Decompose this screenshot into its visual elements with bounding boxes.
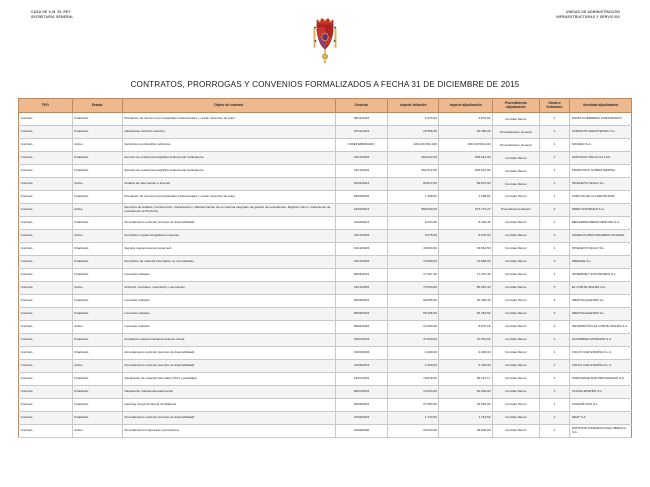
cell-licitacion: 20.356,25 <box>388 126 439 139</box>
table-row <box>19 126 632 139</box>
cell-duracion: 31/12/2015 <box>335 243 387 256</box>
cell-identidad: MERCEDES-BENZ RENTING S.A. <box>570 217 632 230</box>
cell-procedimiento: Contrato Menor <box>493 230 540 243</box>
cell-licitadores: 1 <box>539 411 570 424</box>
table-row <box>19 320 632 333</box>
cell-identidad: CANAPÉ PRO S.L. <box>570 398 632 411</box>
cell-identidad: INTERPRET SOFTWORKS S.L. <box>570 269 632 282</box>
table-row <box>19 398 632 411</box>
column-header-procedimiento: Procedimiento adjudicación <box>493 99 540 113</box>
cell-tipo: Contrato <box>19 139 73 152</box>
cell-tipo: Contrato <box>19 256 73 269</box>
cell-estado: Finalizado <box>72 269 122 282</box>
cell-adjudicacion: 55.051,40 <box>439 281 493 294</box>
cell-licitadores: 1 <box>539 243 570 256</box>
cell-adjudicacion: 1.879,94 <box>439 113 493 126</box>
cell-tipo: Contrato <box>19 346 73 359</box>
cell-licitadores: 1 <box>539 139 570 152</box>
header-right-line2: INFRAESTRUCTURAS Y SERVICIOS <box>556 15 620 20</box>
cell-estado: Activo <box>72 178 122 191</box>
cell-licitacion: 1.743,52 <box>388 411 439 424</box>
cell-objeto: Servicios de Análisis, Construcción, Implantación y Mantenimiento de un sistema integrado de gestión de expedientes, Registro único y tratamiento de expedientes (LITIGA3.0) <box>122 204 335 217</box>
header-left-line2: SECRETARÍA GENERAL <box>31 15 74 20</box>
table-row <box>19 178 632 191</box>
cell-objeto: Análisis de información e Internet <box>122 178 335 191</box>
cell-objeto: Arrendamiento impresoras (renovación) <box>122 424 335 437</box>
cell-duracion: 05/08/2015 <box>335 398 387 411</box>
cell-adjudicacion: 29.554,00 <box>439 398 493 411</box>
table-row <box>19 217 632 230</box>
cell-licitadores: 1 <box>539 398 570 411</box>
cell-tipo: Contrato <box>19 411 73 424</box>
cell-identidad: VOLVO CAR ESPAÑA S.L.U. <box>570 346 632 359</box>
cell-procedimiento: Contrato Menor <box>493 178 540 191</box>
cell-licitadores: 3 <box>539 230 570 243</box>
cell-estado: Activo <box>72 424 122 437</box>
cell-tipo: Contrato <box>19 191 73 204</box>
cell-identidad: EL CORTE INGLÉS S.A. <box>570 281 632 294</box>
column-header-duracion: Duración <box>335 99 387 113</box>
cell-estado: Activo <box>72 204 122 217</box>
cell-duracion: 31/12/2015 <box>335 281 387 294</box>
cell-estado: Activo <box>72 230 122 243</box>
cell-identidad: IDENASE S.L. <box>570 256 632 269</box>
cell-adjudicacion: 1.743,52 <box>439 411 493 424</box>
cell-procedimiento: Contrato Menor <box>493 217 540 230</box>
cell-licitacion: 880.000,00 <box>388 204 439 217</box>
cell-licitacion: 24.390,00 <box>388 320 439 333</box>
cell-adjudicacion: 2.400,00 <box>439 346 493 359</box>
cell-objeto: Suministro copias fotográficas impresas <box>122 230 335 243</box>
cell-identidad: INTELECTA SIGLO S.L. <box>570 178 632 191</box>
cell-objeto: Prestación de servicio post fotografías institucionales y cesión derechos de autor <box>122 113 335 126</box>
column-header-estado: Estado <box>72 99 122 113</box>
cell-adjudicacion: 652.612,00 <box>439 152 493 165</box>
cell-adjudicacion: 8.434,46 <box>439 217 493 230</box>
cell-estado: Finalizado <box>72 126 122 139</box>
cell-duracion: 07/06/2015 <box>335 411 387 424</box>
cell-estado: Activo <box>72 359 122 372</box>
cell-objeto: Arrendamiento vehículo (servicio de disponibilidad) <box>122 217 335 230</box>
cell-identidad: IDEATSA ELENSIS S.L. <box>570 307 632 320</box>
cell-procedimiento: Contrato Menor <box>493 424 540 437</box>
cell-identidad: FRANCISCO GÓMEZ MEDINA <box>570 165 632 178</box>
table-row <box>19 294 632 307</box>
royal-coat-of-arms-icon <box>304 11 346 67</box>
cell-tipo: Contrato <box>19 152 73 165</box>
cell-objeto: Ampliación solución almacenamiento virtual <box>122 333 335 346</box>
cell-licitadores: 3 <box>539 256 570 269</box>
cell-licitadores: 1 <box>539 346 570 359</box>
table-row <box>19 372 632 385</box>
cell-licitadores: 1 <box>539 269 570 282</box>
cell-objeto: Servicio de cobertura fotográfica institucional multisoporte <box>122 165 335 178</box>
cell-estado: Finalizado <box>72 191 122 204</box>
cell-objeto: Vehículo: contratos, suministro y renovación <box>122 281 335 294</box>
cell-licitacion: 39.844,50 <box>388 243 439 256</box>
cell-licitadores: 1 <box>539 217 570 230</box>
cell-adjudicacion: 8.607,18 <box>439 320 493 333</box>
cell-procedimiento: Contrato Menor <box>493 372 540 385</box>
cell-estado: Finalizado <box>72 333 122 346</box>
cell-duracion: 31/12/2015 <box>335 230 387 243</box>
cell-estado: Finalizado <box>72 243 122 256</box>
cell-estado: Activo <box>72 320 122 333</box>
table-row <box>19 230 632 243</box>
cell-objeto: Licencias software <box>122 307 335 320</box>
cell-objeto: Arrendamiento vehículo (servicio de disponibilidad) <box>122 411 335 424</box>
cell-tipo: Contrato <box>19 385 73 398</box>
cell-procedimiento: Contrato Menor <box>493 411 540 424</box>
cell-duracion: 15/11/2014 <box>335 126 387 139</box>
cell-adjudicacion: 48.227,17 <box>439 372 493 385</box>
cell-estado: Finalizado <box>72 346 122 359</box>
page-title: CONTRATOS, PRORROGAS Y CONVENIOS FORMALIZADOS A FECHA 31 DE DICIEMBRE DE 2015 <box>130 80 520 89</box>
cell-duracion: 01/06/2020 <box>335 424 387 437</box>
cell-objeto: Adquisición maquinaria automoción <box>122 385 335 398</box>
cell-identidad: INDRA SISTEMAS S.A. <box>570 204 632 217</box>
cell-licitacion: 652.612,00 <box>388 165 439 178</box>
cell-procedimiento: Contrato Menor <box>493 359 540 372</box>
cell-objeto: Licencias software <box>122 320 335 333</box>
cell-tipo: Contrato <box>19 165 73 178</box>
cell-licitacion: 79.818,00 <box>388 372 439 385</box>
cell-tipo: Contrato <box>19 113 73 126</box>
cell-licitadores: 1 <box>539 333 570 346</box>
cell-duracion: 13/07/2015 <box>335 372 387 385</box>
cell-procedimiento: Contrato Menor <box>493 113 540 126</box>
cell-licitadores: 3 <box>539 320 570 333</box>
cell-adjudicacion: 1.188,81 <box>439 191 493 204</box>
cell-adjudicacion: 27.031,62 <box>439 333 493 346</box>
table-row <box>19 333 632 346</box>
cell-objeto: Suministro de material informático no inventariable <box>122 256 335 269</box>
cell-tipo: Contrato <box>19 178 73 191</box>
cell-licitadores: 1 <box>539 165 570 178</box>
cell-duracion: 09/03/2015 <box>335 191 387 204</box>
cell-adjudicacion: 10.326,00 <box>439 385 493 398</box>
cell-estado: Finalizado <box>72 217 122 230</box>
column-header-num-licitadores: Número licitadores <box>539 99 570 113</box>
cell-licitacion: 1.879,94 <box>388 113 439 126</box>
table-row <box>19 139 632 152</box>
cell-duracion: INDETERMINADO <box>335 139 387 152</box>
cell-estado: Finalizado <box>72 113 122 126</box>
cell-objeto: Adquisición de material informático (PCs y pantallas) <box>122 372 335 385</box>
cell-estado: Finalizado <box>72 152 122 165</box>
cell-duracion: 05/05/2015 <box>335 307 387 320</box>
cell-adjudicacion: 46.428,35 <box>439 294 493 307</box>
cell-licitadores: 1 <box>539 126 570 139</box>
table-row <box>19 307 632 320</box>
cell-procedimiento: Procedimiento General <box>493 126 540 139</box>
cell-duracion: 08/05/2015 <box>335 269 387 282</box>
table-row <box>19 243 632 256</box>
cell-procedimiento: Contrato Menor <box>493 333 540 346</box>
cell-licitacion: 37.830,00 <box>388 333 439 346</box>
cell-objeto: Soporte mantenimiento portal web <box>122 243 335 256</box>
cell-licitacion: 13.999,00 <box>388 256 439 269</box>
cell-duracion: 31/03/2014 <box>335 217 387 230</box>
cell-adjudicacion: 17.297,46 <box>439 269 493 282</box>
cell-estado: Activo <box>72 139 122 152</box>
cell-procedimiento: Contrato Menor <box>493 398 540 411</box>
cell-tipo: Contrato <box>19 269 73 282</box>
cell-procedimiento: Contrato Menor <box>493 294 540 307</box>
cell-objeto: Servicio de cobertura fotográfica institucional multisoporte <box>122 152 335 165</box>
cell-procedimiento: Contrato Menor <box>493 256 540 269</box>
cell-adjudicacion: 6.075,00 <box>439 230 493 243</box>
cell-licitadores: 1 <box>539 191 570 204</box>
cell-tipo: Contrato <box>19 307 73 320</box>
cell-tipo: Contrato <box>19 217 73 230</box>
cell-identidad: TAJASA RIMPRO S.L. <box>570 385 632 398</box>
cell-estado: Finalizado <box>72 372 122 385</box>
cell-duracion: 24/03/2014 <box>335 204 387 217</box>
cell-tipo: Contrato <box>19 333 73 346</box>
table-row <box>19 346 632 359</box>
cell-tipo: Contrato <box>19 398 73 411</box>
cell-duracion: 05/11/2014 <box>335 113 387 126</box>
cell-duracion: 08/07/2015 <box>335 385 387 398</box>
cell-adjudicacion: 52.463,54 <box>439 307 493 320</box>
cell-objeto: Adquisición vehículo eléctrico <box>122 126 335 139</box>
cell-objeto: Prestación de servicio post fotografías institucionales y cesión derechos de autor <box>122 191 335 204</box>
cell-licitadores: 5 <box>539 281 570 294</box>
cell-identidad: SONIA GUERRERO ZURZAPRETO <box>570 113 632 126</box>
cell-estado: Finalizado <box>72 165 122 178</box>
cell-licitadores: 4 <box>539 204 570 217</box>
cell-identidad: ALHAMBRA SISTEMAS S.A. <box>570 333 632 346</box>
cell-procedimiento: Procedimiento General <box>493 139 540 152</box>
column-header-identidad: Identidad adjudicataria <box>570 99 632 113</box>
cell-licitadores: 1 <box>539 152 570 165</box>
cell-licitadores: 3 <box>539 294 570 307</box>
cell-objeto: Suministro combustible vehículos <box>122 139 335 152</box>
table-row <box>19 152 632 165</box>
cell-estado: Finalizado <box>72 294 122 307</box>
cell-estado: Finalizado <box>72 398 122 411</box>
column-header-importe-adjudicacion: Importe adjudicación <box>439 99 493 113</box>
cell-licitadores: 3 <box>539 385 570 398</box>
cell-procedimiento: Contrato Menor <box>493 269 540 282</box>
cell-identidad: HARDWARE AND PROGRAMAS S.A. <box>570 372 632 385</box>
cell-licitacion: 652.612,00 <box>388 152 439 165</box>
cell-licitacion: 2.400,00 <box>388 359 439 372</box>
cell-objeto: Licencias software <box>122 294 335 307</box>
cell-licitacion: 2.400,00 <box>388 346 439 359</box>
table-header <box>19 99 632 113</box>
cell-identidad: COMANTIV ENDOTECNIC S.L. <box>570 126 632 139</box>
header-left-line1: CASA DE S.M. EL REY <box>31 10 71 14</box>
cell-licitacion: 17.297,46 <box>388 269 439 282</box>
header-organization-left <box>31 10 74 20</box>
cell-identidad: INFORMÁTICA EL CORTE INGLÉS S.A. <box>570 320 632 333</box>
cell-identidad: SEAT S.A. <box>570 411 632 424</box>
cell-estado: Finalizado <box>72 411 122 424</box>
cell-licitadores: 1 <box>539 113 570 126</box>
cell-procedimiento: Contrato Menor <box>493 346 540 359</box>
cell-procedimiento: Contrato Menor <box>493 243 540 256</box>
table-row <box>19 411 632 424</box>
column-header-objeto: Objeto del contrato <box>122 99 335 113</box>
cell-procedimiento: Procedimiento Abierto <box>493 204 540 217</box>
cell-adjudicacion: 69.872,00 <box>439 178 493 191</box>
cell-estado: Finalizado <box>72 256 122 269</box>
cell-duracion: 31/03/2015 <box>335 346 387 359</box>
cell-licitacion: 29.630,00 <box>388 424 439 437</box>
cell-identidad: JAVIER DURÁN MOLERNO ZOGRAF <box>570 230 632 243</box>
cell-duracion: 05/05/2015 <box>335 294 387 307</box>
cell-procedimiento: Contrato Menor <box>493 191 540 204</box>
cell-licitadores: 3 <box>539 372 570 385</box>
cell-tipo: Contrato <box>19 320 73 333</box>
cell-identidad: CARLOS DE LA FUENTE BAR <box>570 191 632 204</box>
cell-licitacion: 73.593,00 <box>388 281 439 294</box>
cell-procedimiento: Contrato Menor <box>493 281 540 294</box>
cell-identidad: INTELECTA SIGLO S.L. <box>570 243 632 256</box>
cell-adjudicacion: 20.356,25 <box>439 126 493 139</box>
cell-licitadores: 3 <box>539 307 570 320</box>
cell-licitacion: 6.075,00 <box>388 230 439 243</box>
cell-licitadores: 1 <box>539 178 570 191</box>
cell-objeto: Licencias software <box>122 269 335 282</box>
cell-procedimiento: Contrato Menor <box>493 307 540 320</box>
cell-duracion: 31/12/2015 <box>335 256 387 269</box>
table-row <box>19 165 632 178</box>
cell-duracion: 31/05/2014 <box>335 359 387 372</box>
cell-adjudicacion: 12.668,03 <box>439 256 493 269</box>
table-row <box>19 385 632 398</box>
table-row <box>19 204 632 217</box>
cell-objeto: Arrendamiento vehículo (servicio de disponibilidad) <box>122 359 335 372</box>
cell-tipo: Contrato <box>19 372 73 385</box>
column-header-tipo: TIPO <box>19 99 73 113</box>
cell-estado: Finalizado <box>72 307 122 320</box>
cell-adjudicacion: 574.772,27 <box>439 204 493 217</box>
cell-adjudicacion: 39.844,50 <box>439 243 493 256</box>
header-organization-right <box>556 10 620 20</box>
cell-estado: Activo <box>72 281 122 294</box>
cell-estado: Finalizado <box>72 385 122 398</box>
cell-tipo: Contrato <box>19 424 73 437</box>
table-row <box>19 424 632 437</box>
cell-licitacion: 1.188,81 <box>388 191 439 204</box>
cell-duracion: 31/12/2015 <box>335 152 387 165</box>
cell-duracion: 04/01/2014 <box>335 178 387 191</box>
cell-tipo: Contrato <box>19 359 73 372</box>
cell-duracion: 31/12/2015 <box>335 165 387 178</box>
document-header <box>18 9 632 67</box>
cell-adjudicacion: 180.240.594,440 <box>439 139 493 152</box>
cell-tipo: Contrato <box>19 243 73 256</box>
cell-procedimiento: Contrato Menor <box>493 152 540 165</box>
table-row <box>19 113 632 126</box>
cell-licitacion: 27.500,00 <box>388 398 439 411</box>
cell-adjudicacion: 2.400,00 <box>439 359 493 372</box>
cell-procedimiento: Contrato Menor <box>493 320 540 333</box>
cell-licitacion: 55.495,00 <box>388 307 439 320</box>
cell-tipo: Contrato <box>19 294 73 307</box>
cell-licitacion: 13.234,00 <box>388 385 439 398</box>
cell-licitadores: 1 <box>539 424 570 437</box>
table-row <box>19 269 632 282</box>
cell-adjudicacion: 652.612,00 <box>439 165 493 178</box>
cell-identidad: RATHONS INTERNACIONAL IBÉRICA S.A. <box>570 424 632 437</box>
table-row <box>19 191 632 204</box>
contracts-table <box>18 98 632 438</box>
header-right-line1: UNIDAD DE ADMINISTRACIÓN <box>565 10 620 14</box>
cell-procedimiento: Contrato Menor <box>493 165 540 178</box>
cell-licitacion: 8.434,46 <box>388 217 439 230</box>
cell-objeto: Arrendamiento vehículo (servicio de disponibilidad) <box>122 346 335 359</box>
table-body <box>19 113 632 437</box>
table-row <box>19 359 632 372</box>
cell-identidad: VOLVO CAR ESPAÑA S.L.U. <box>570 359 632 372</box>
cell-identidad: IDEATSA ELENSIS S.L. <box>570 294 632 307</box>
cell-licitacion: 50.835,00 <box>388 294 439 307</box>
table-header-row <box>19 99 632 113</box>
table-row <box>19 256 632 269</box>
cell-duracion: 08/04/2015 <box>335 320 387 333</box>
cell-tipo: Contrato <box>19 281 73 294</box>
cell-licitacion: 180.240.594,440 <box>388 139 439 152</box>
cell-objeto: Catering recepción Reina de Mallorca <box>122 398 335 411</box>
table-row <box>19 281 632 294</box>
cell-duracion: 04/07/2015 <box>335 333 387 346</box>
cell-identidad: SANTIAGO ROLIA GA LAO <box>570 152 632 165</box>
column-header-importe-licitacion: Importe licitación <box>388 99 439 113</box>
cell-identidad: SOLRED S.A. <box>570 139 632 152</box>
cell-tipo: Contrato <box>19 230 73 243</box>
cell-adjudicacion: 29.630,00 <box>439 424 493 437</box>
cell-licitacion: 69.872,00 <box>388 178 439 191</box>
cell-procedimiento: Contrato Menor <box>493 385 540 398</box>
cell-tipo: Contrato <box>19 126 73 139</box>
cell-licitadores: 1 <box>539 359 570 372</box>
cell-tipo: Contrato <box>19 204 73 217</box>
